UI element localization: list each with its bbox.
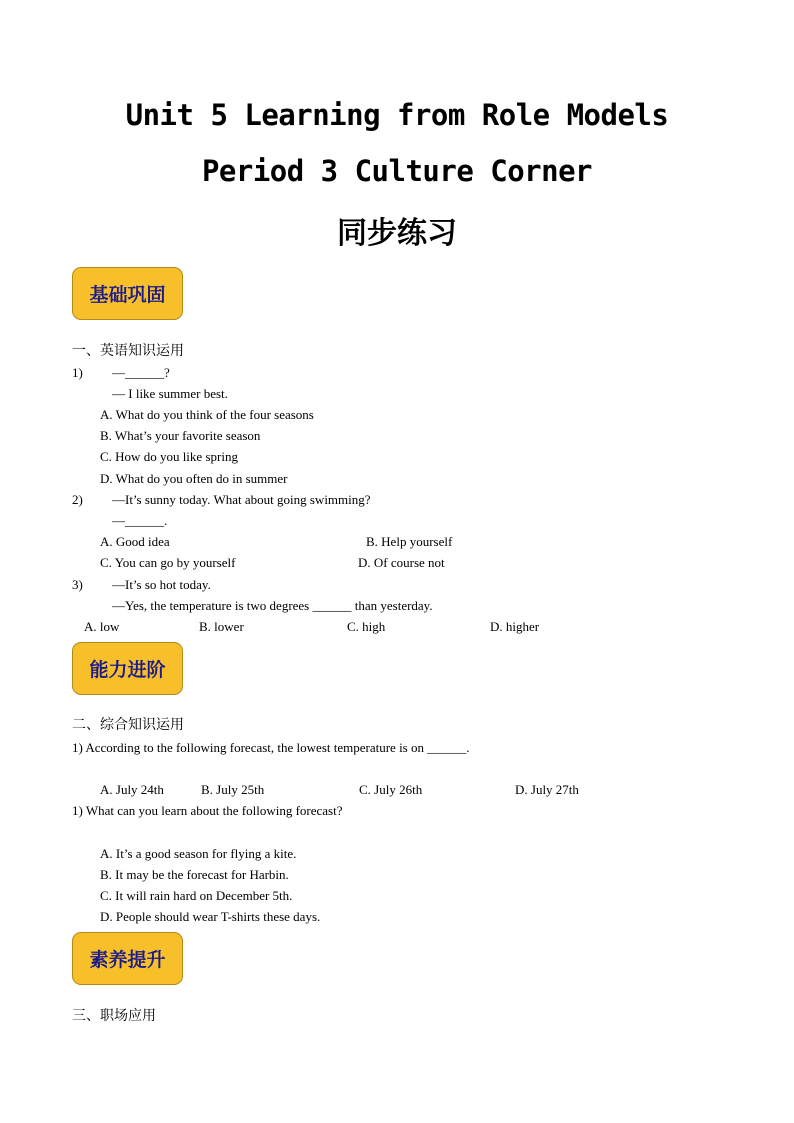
q2-prompt: —It’s sunny today. What about going swimming? [112, 492, 371, 507]
section3-heading: 三、职场应用 [72, 1008, 156, 1024]
q2-option-c: C. You can go by yourself [100, 555, 236, 570]
q3-option-b: B. lower [199, 619, 244, 634]
badge-literacy: 素养提升 [72, 932, 183, 985]
badge-advanced: 能力进阶 [72, 642, 183, 695]
s2-q2-prompt: 1) What can you learn about the following forecast? [72, 803, 343, 818]
s2-q2-option-c: C. It will rain hard on December 5th. [100, 888, 293, 903]
s2-q1-option-c: C. July 26th [359, 782, 423, 797]
q2-option-a: A. Good idea [100, 534, 170, 549]
q3-option-c: C. high [347, 619, 386, 634]
q2-number: 2) [72, 492, 83, 507]
page-subtitle-period: Period 3 Culture Corner [201, 154, 593, 188]
q1-option-b: B. What’s your favorite season [100, 428, 261, 443]
q3-number: 3) [72, 577, 83, 592]
s2-q2-option-d: D. People should wear T-shirts these days. [100, 909, 321, 924]
q2-option-b: B. Help yourself [366, 534, 453, 549]
q1-option-c: C. How do you like spring [100, 449, 238, 464]
s2-q2-option-b: B. It may be the forecast for Harbin. [100, 867, 289, 882]
q1-option-a: A. What do you think of the four seasons [100, 407, 314, 422]
q3-option-d: D. higher [490, 619, 540, 634]
s2-q1-prompt: 1) According to the following forecast, the lowest temperature is on ______. [72, 740, 470, 755]
q2-option-d: D. Of course not [358, 555, 445, 570]
q3-prompt: —It’s so hot today. [112, 577, 211, 592]
q3-option-a: A. low [84, 619, 120, 634]
s2-q1-option-d: D. July 27th [515, 782, 579, 797]
s2-q1-option-b: B. July 25th [201, 782, 265, 797]
q1-number: 1) [72, 365, 83, 380]
page-title: Unit 5 Learning from Role Models [125, 98, 669, 132]
badge-basic: 基础巩固 [72, 267, 183, 320]
s2-q1-option-a: A. July 24th [100, 782, 164, 797]
section2-heading: 二、综合知识运用 [72, 717, 184, 733]
section1-heading: 一、英语知识运用 [72, 343, 184, 359]
s2-q2-option-a: A. It’s a good season for flying a kite. [100, 846, 297, 861]
q1-prompt: —______? [112, 365, 170, 380]
page-subtitle-practice: 同步练习 [337, 216, 457, 251]
q1-reply: — I like summer best. [112, 386, 228, 401]
q3-reply: —Yes, the temperature is two degrees ______ than yesterday. [112, 598, 433, 613]
q2-reply: —______. [112, 513, 168, 528]
q1-option-d: D. What do you often do in summer [100, 471, 288, 486]
